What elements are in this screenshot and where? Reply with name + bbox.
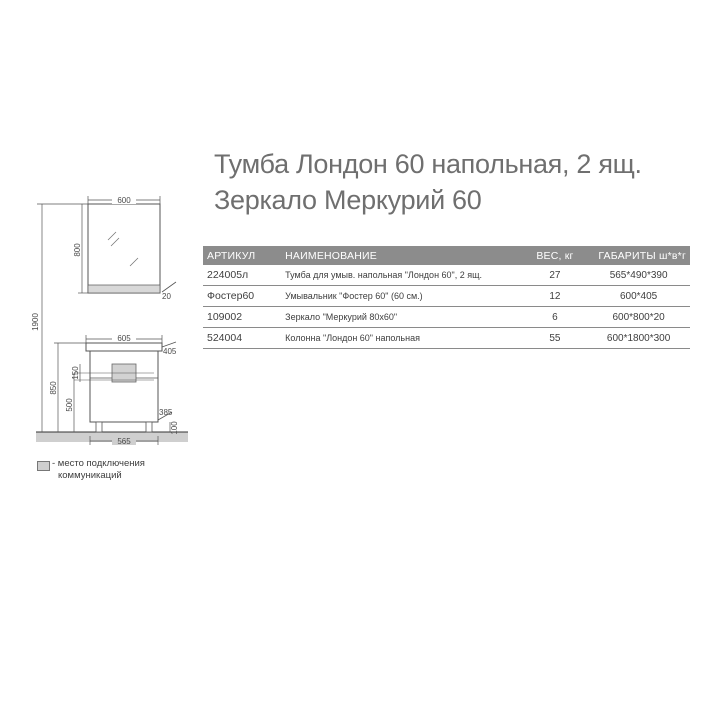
table-row <box>203 265 690 286</box>
label-mirror-depth: 20 <box>162 292 171 301</box>
cell-name: Умывальник "Фостер 60" (60 см.) <box>281 286 523 307</box>
cell-article: 224005л <box>203 265 281 286</box>
legend-swatch <box>37 461 50 471</box>
title-line-1: Тумба Лондон 60 напольная, 2 ящ. <box>214 149 642 179</box>
table-row <box>203 286 690 307</box>
cabinet-height-dimension <box>54 343 90 432</box>
cell-name: Тумба для умыв. напольная "Лондон 60", 2 ящ. <box>281 265 523 286</box>
legend-line-2: коммуникаций <box>58 470 122 481</box>
cell-article: 524004 <box>203 328 281 349</box>
cell-dims: 600*1800*300 <box>587 328 690 349</box>
technical-drawing <box>0 0 230 460</box>
header-article: АРТИКУЛ <box>203 246 281 265</box>
mirror <box>88 204 160 293</box>
cell-article: Фостер60 <box>203 286 281 307</box>
cell-dims: 565*490*390 <box>587 265 690 286</box>
cell-weight: 6 <box>523 307 588 328</box>
label-total-height: 1900 <box>31 313 40 331</box>
cabinet <box>90 351 158 432</box>
header-name: НАИМЕНОВАНИЕ <box>281 246 523 265</box>
basin <box>86 343 162 351</box>
cell-name: Зеркало "Меркурий 80х60" <box>281 307 523 328</box>
spec-table <box>203 246 690 349</box>
label-cabinet-depth: 385 <box>159 408 173 417</box>
cell-name: Колонна "Лондон 60" напольная <box>281 328 523 349</box>
table-row <box>203 328 690 349</box>
legend <box>37 458 145 482</box>
cell-weight: 55 <box>523 328 588 349</box>
table-header-row <box>203 246 690 265</box>
label-basin-depth: 405 <box>163 347 177 356</box>
label-basin-width: 605 <box>117 334 131 343</box>
cell-dims: 600*800*20 <box>587 307 690 328</box>
total-height-dimension <box>37 204 88 432</box>
header-weight: ВЕС, кг <box>523 246 588 265</box>
label-leg-height: 100 <box>170 421 179 435</box>
header-dims: ГАБАРИТЫ ш*в*г <box>587 246 690 265</box>
cell-weight: 27 <box>523 265 588 286</box>
cell-article: 109002 <box>203 307 281 328</box>
label-mirror-height: 800 <box>73 243 82 257</box>
label-cabinet-height: 850 <box>49 381 58 395</box>
table-row <box>203 307 690 328</box>
cell-weight: 12 <box>523 286 588 307</box>
cell-dims: 600*405 <box>587 286 690 307</box>
label-comm-height: 500 <box>65 398 74 412</box>
title-line-2: Зеркало Меркурий 60 <box>214 185 482 215</box>
label-mirror-width: 600 <box>117 196 131 205</box>
page-title <box>214 146 694 218</box>
label-cabinet-width: 565 <box>117 437 131 446</box>
label-drawer-height: 150 <box>71 366 80 380</box>
legend-line-1: - место подключения <box>52 458 145 469</box>
